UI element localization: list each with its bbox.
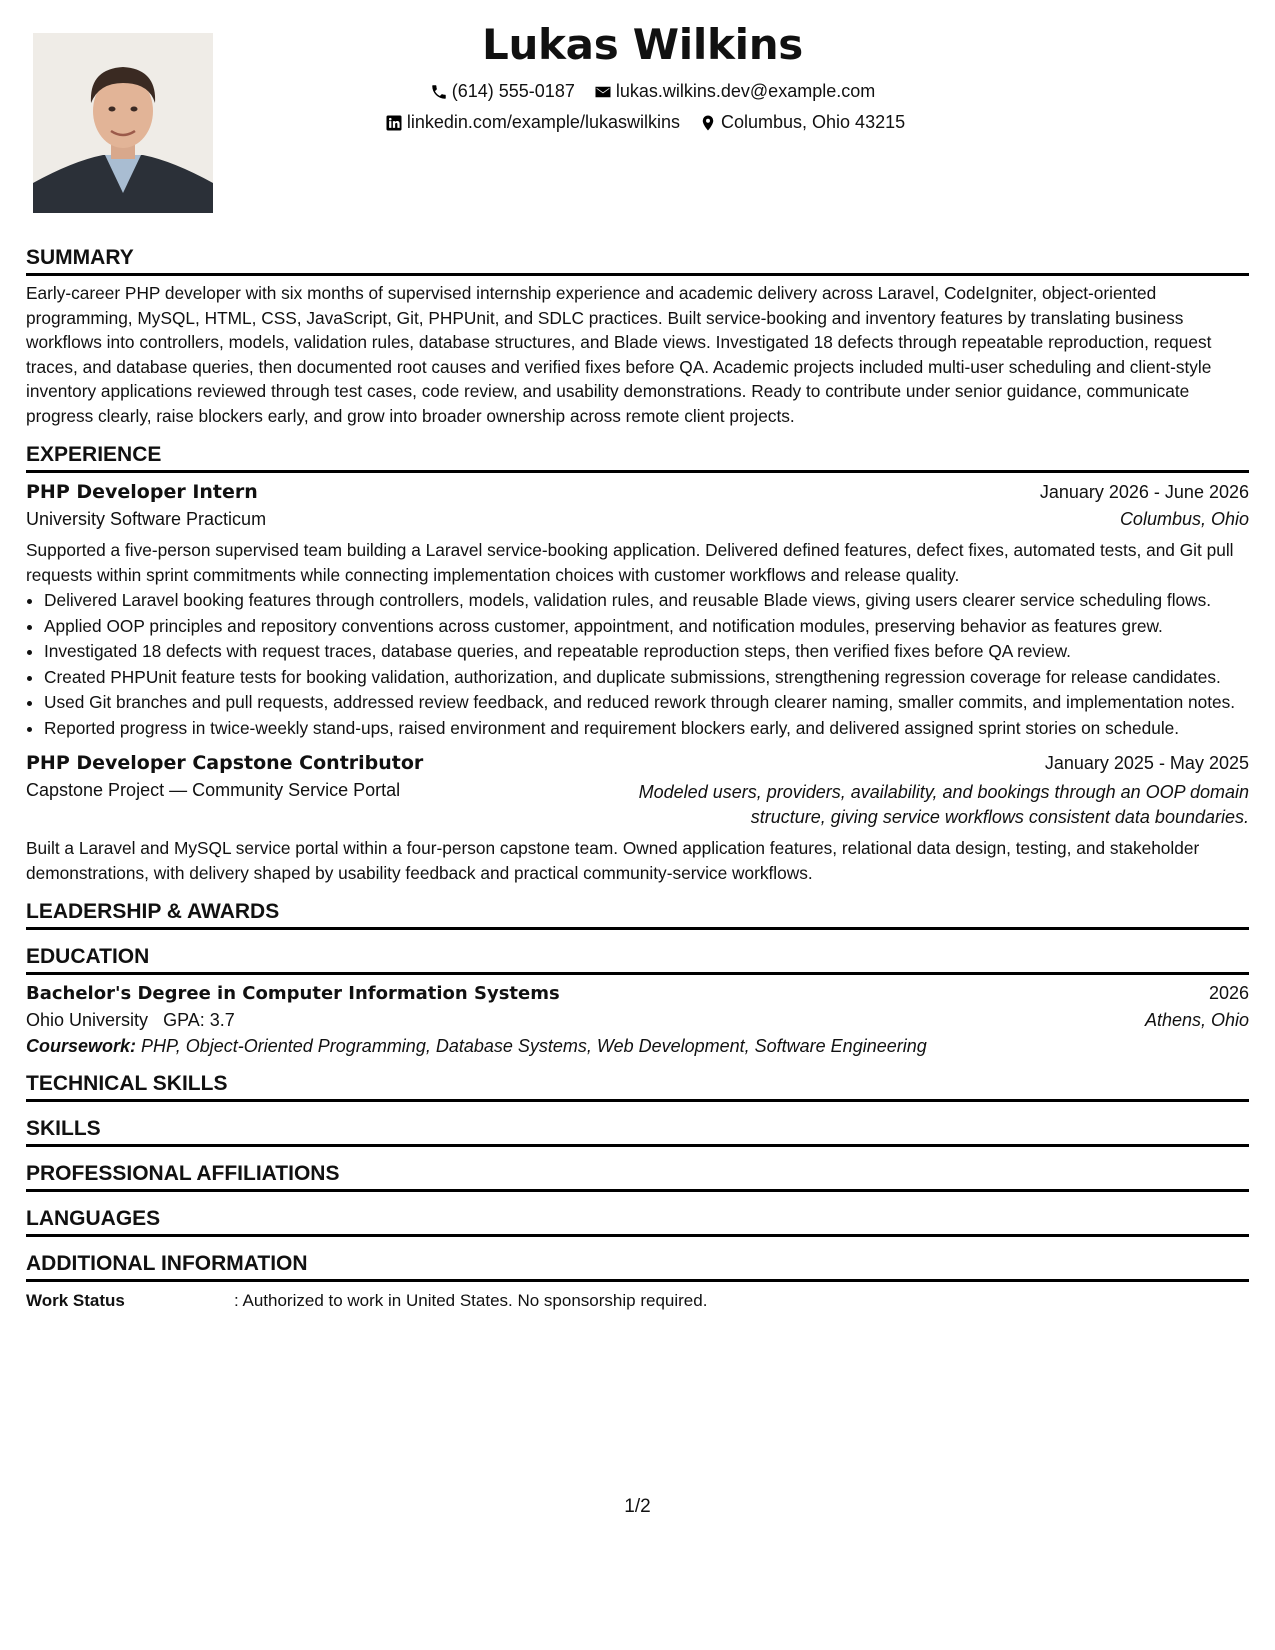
location-text: Columbus, Ohio 43215: [721, 112, 906, 132]
phone-contact: [430, 81, 575, 102]
experience-section: [26, 443, 1249, 885]
job-bullet: • Reported progress in twice-weekly stand-ups, raised environment and requirement blockers early, and delivered assigned sprint stories on schedule.: [44, 716, 1249, 741]
candidate-name: Lukas Wilkins: [481, 20, 803, 69]
linkedin-text[interactable]: linkedin.com/example/lukaswilkins: [406, 112, 680, 132]
job-bullet: • Used Git branches and pull requests, addressed review feedback, and reduced rework through clearer naming, smaller commits, and implementation notes.: [44, 690, 1249, 715]
job-header: [26, 752, 1249, 774]
coursework-list: PHP, Object-Oriented Programming, Database Systems, Web Development, Software Engineering: [141, 1036, 927, 1056]
graduation-year: 2026: [1208, 983, 1249, 1003]
job-bullet: • Created PHPUnit feature tests for booking validation, authorization, and duplicate submissions, strengthening regression coverage for release candidates.: [44, 665, 1249, 690]
section-title-experience: EXPERIENCE: [26, 443, 1249, 473]
job-bullet: • Investigated 18 defects with request traces, database queries, and repeatable reproduction steps, then verified fixes before QA review.: [44, 639, 1249, 664]
section-title-technical-skills: TECHNICAL SKILLS: [26, 1072, 1249, 1102]
job-header: [26, 481, 1249, 503]
coursework: [26, 1036, 1249, 1057]
job-organization: University Software Practicum: [26, 509, 267, 529]
job-bullets: [26, 588, 1249, 740]
work-status-value: : Authorized to work in United States. No sponsorship required.: [234, 1291, 708, 1310]
job-location: Columbus, Ohio: [1119, 509, 1249, 529]
section-title-skills: SKILLS: [26, 1117, 1249, 1147]
section-title-summary: SUMMARY: [26, 246, 1249, 276]
email-contact[interactable]: [594, 81, 875, 102]
job-bullet: • Delivered Laravel booking features through controllers, models, validation rules, and reusable Blade views, giving users clearer service scheduling flows.: [44, 588, 1249, 613]
job-organization: Capstone Project — Community Service Portal: [26, 780, 401, 800]
section-title-languages: LANGUAGES: [26, 1207, 1249, 1237]
contact-line-2: [0, 112, 1275, 137]
leadership-section: [26, 900, 1249, 930]
job-entry: [26, 481, 1249, 740]
job-title: PHP Developer Capstone Contributor: [26, 752, 424, 774]
affiliations-section: [26, 1162, 1249, 1192]
school-location: Athens, Ohio: [1144, 1010, 1249, 1030]
phone-icon: [430, 83, 448, 101]
linkedin-icon: [385, 114, 403, 132]
job-bullet: • Applied OOP principles and repository conventions across customer, appointment, and notification modules, preserving behavior as features grew.: [44, 614, 1249, 639]
work-status-label: Work Status: [26, 1291, 125, 1310]
email-text[interactable]: lukas.wilkins.dev@example.com: [615, 81, 876, 101]
job-description: Built a Laravel and MySQL service portal within a four-person capstone team. Owned application features, relational data design, testing, and stakeholder demonstrations, with delivery shaped by usability feedback and practical community-service workflows.: [26, 838, 1200, 883]
degree-title: Bachelor's Degree in Computer Information Systems: [26, 983, 560, 1004]
languages-section: [26, 1207, 1249, 1237]
job-description: Supported a five-person supervised team building a Laravel service-booking application. Delivered defined features, defect fixes, automated tests, and Git pull requests within sprint commitments while connecting implementation choices with customer workflows and release quality.: [26, 540, 1234, 585]
section-title-affiliations: PROFESSIONAL AFFILIATIONS: [26, 1162, 1249, 1192]
section-title-education: EDUCATION: [26, 945, 1249, 975]
summary-section: [26, 246, 1249, 428]
job-entry: [26, 752, 1249, 885]
map-pin-icon: [699, 114, 717, 132]
section-title-additional-info: ADDITIONAL INFORMATION: [26, 1252, 1249, 1282]
linkedin-contact[interactable]: [385, 112, 680, 133]
additional-info-section: [26, 1252, 1249, 1311]
school-info: [26, 1010, 235, 1031]
job-note: Modeled users, providers, availability, and bookings through an OOP domain structure, giving service workflows consistent data boundaries.: [638, 782, 1249, 827]
job-subheader: [26, 509, 1249, 530]
gpa: GPA: 3.7: [163, 1010, 235, 1030]
job-subheader: [26, 780, 1249, 830]
section-title-leadership: LEADERSHIP & AWARDS: [26, 900, 1249, 930]
skills-section: [26, 1117, 1249, 1147]
education-subheader: [26, 1010, 1249, 1031]
education-section: [26, 945, 1249, 1057]
page-number: 1/2: [624, 1496, 651, 1517]
school-name: Ohio University: [26, 1010, 149, 1030]
work-status-row: [26, 1291, 1249, 1311]
location-contact: [699, 112, 905, 133]
coursework-label: Coursework:: [26, 1036, 137, 1056]
education-header: [26, 983, 1249, 1004]
job-title: PHP Developer Intern: [26, 481, 258, 503]
technical-skills-section: [26, 1072, 1249, 1102]
job-dates: January 2026 - June 2026: [1039, 482, 1249, 502]
resume-body: [26, 246, 1249, 1326]
contact-line-1: [0, 81, 1275, 106]
envelope-icon: [594, 83, 612, 101]
job-dates: January 2025 - May 2025: [1044, 753, 1249, 773]
summary-text: Early-career PHP developer with six months of supervised internship experience and academic delivery across Laravel, CodeIgniter, object-oriented programming, MySQL, HTML, CSS, JavaScript, Git, PHPUnit, and SDLC practices. Built service-booking and inventory features by translating business workflows into controllers, models, validation rules, database structures, and Blade views. Investigated 18 defects through repeatable reproduction, request traces, and database queries, then documented root causes and verified fixes before QA. Academic projects included multi-user scheduling and client-style inventory applications reviewed through test cases, code review, and usability demonstrations. Ready to contribute under senior guidance, communicate progress clearly, raise blockers early, and grow into broader ownership across remote client projects.: [26, 283, 1212, 426]
phone-text: (614) 555-0187: [451, 81, 575, 101]
